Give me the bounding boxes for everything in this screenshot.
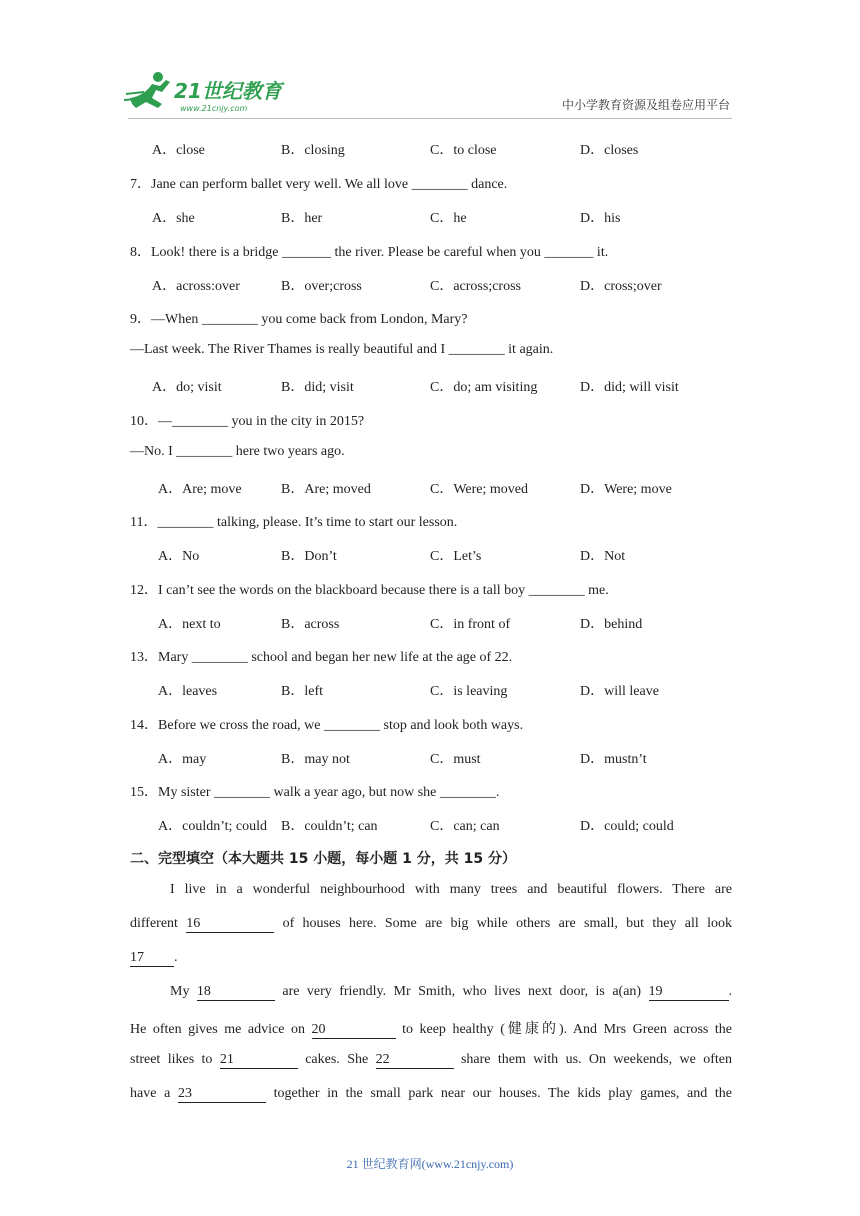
option-a[interactable]: A．close: [152, 143, 205, 158]
passage-text: are very friendly. Mr Smith, who lives next door, is a(an): [282, 984, 642, 999]
option-d[interactable]: D．behind: [580, 617, 643, 632]
question-stem: 12．I can’t see the words on the blackboard because there is a tall boy ________ me.: [130, 583, 609, 598]
option-a[interactable]: A．No: [158, 549, 200, 564]
passage-text: He often gives me advice on: [130, 1022, 305, 1037]
blank-18[interactable]: 18: [197, 984, 275, 1001]
option-a[interactable]: A．next to: [158, 617, 221, 632]
option-d[interactable]: D．his: [580, 211, 621, 226]
option-d[interactable]: D．Not: [580, 549, 626, 564]
option-b[interactable]: B．may not: [281, 752, 350, 767]
option-c[interactable]: C．to close: [430, 143, 497, 158]
option-c[interactable]: C．in front of: [430, 617, 511, 632]
option-c[interactable]: C．do; am visiting: [430, 380, 538, 395]
option-d[interactable]: D．did; will visit: [580, 380, 679, 395]
option-a[interactable]: A．may: [158, 752, 207, 767]
footer-site-text[interactable]: 21 世纪教育网(www.21cnjy.com): [346, 1157, 514, 1171]
header-divider: [128, 118, 732, 119]
blank-19[interactable]: 19: [649, 984, 729, 1001]
option-d[interactable]: D．closes: [580, 143, 639, 158]
blank-22[interactable]: 22: [376, 1052, 454, 1069]
passage-text: together in the small park near our houses. The kids play games, and the: [273, 1086, 733, 1101]
svg-text:21世纪教育: 21世纪教育: [174, 79, 282, 103]
option-d[interactable]: D．could; could: [580, 819, 674, 834]
option-d[interactable]: D．mustn’t: [580, 752, 647, 767]
blank-16[interactable]: 16: [186, 916, 274, 933]
option-a[interactable]: A．across:over: [152, 279, 240, 294]
passage-text: My: [170, 984, 190, 999]
passage-text: share them with us. On weekends, we often: [460, 1052, 732, 1067]
option-a[interactable]: A．Are; move: [158, 482, 242, 497]
option-c[interactable]: C．Let’s: [430, 549, 482, 564]
option-a[interactable]: A．leaves: [158, 684, 218, 699]
question-stem-reply: —No. I ________ here two years ago.: [130, 444, 345, 459]
passage-text: have a: [130, 1086, 171, 1101]
question-stem: 9．—When ________ you come back from London, Mary?: [130, 312, 468, 327]
option-b[interactable]: B．her: [281, 211, 323, 226]
option-c[interactable]: C．he: [430, 211, 467, 226]
question-stem-reply: —Last week. The River Thames is really beautiful and I ________ it again.: [130, 342, 554, 357]
option-a[interactable]: A．she: [152, 211, 195, 226]
passage-line: [130, 1086, 732, 1103]
option-a[interactable]: A．do; visit: [152, 380, 222, 395]
option-b[interactable]: B．Are; moved: [281, 482, 371, 497]
passage-line: [130, 1052, 732, 1069]
question-stem: 8．Look! there is a bridge _______ the river. Please be careful when you _______ it.: [130, 245, 609, 260]
passage-text: cakes. She: [305, 1052, 369, 1067]
passage-line: [130, 916, 732, 933]
site-logo: [122, 68, 292, 116]
option-b[interactable]: B．closing: [281, 143, 345, 158]
option-c[interactable]: C．across;cross: [430, 279, 521, 294]
blank-23[interactable]: 23: [178, 1086, 266, 1103]
question-stem: 11．________ talking, please. It’s time to start our lesson.: [130, 515, 458, 530]
blank-20[interactable]: 20: [312, 1022, 396, 1039]
passage-line: [130, 984, 732, 1001]
option-b[interactable]: B．left: [281, 684, 323, 699]
question-stem: 7．Jane can perform ballet very well. We all love ________ dance.: [130, 177, 508, 192]
header-platform-text: 中小学教育资源及组卷应用平台: [561, 98, 730, 112]
runner-logo-icon: [122, 68, 292, 116]
passage-text: street likes to: [130, 1052, 213, 1067]
option-c[interactable]: C．is leaving: [430, 684, 508, 699]
option-b[interactable]: B．over;cross: [281, 279, 362, 294]
option-c[interactable]: C．must: [430, 752, 481, 767]
option-b[interactable]: B．couldn’t; can: [281, 819, 378, 834]
section-title: 二、完型填空（本大题共 15 小题，每小题 1 分，共 15 分）: [130, 851, 516, 867]
question-stem: 13．Mary ________ school and began her new life at the age of 22.: [130, 650, 513, 665]
passage-text: of houses here. Some are big while others are small, but they all look: [282, 916, 732, 931]
passage-line: I live in a wonderful neighbourhood with many trees and beautiful flowers. There are: [170, 882, 732, 897]
option-a[interactable]: A．couldn’t; could: [158, 819, 268, 834]
passage-line: [130, 1018, 732, 1039]
passage-text: to keep healthy (健康的). And Mrs Green across the: [402, 1022, 733, 1037]
logo-url: www.21cnjy.com: [180, 104, 248, 113]
option-b[interactable]: B．Don’t: [281, 549, 337, 564]
period-text: .: [174, 950, 178, 965]
question-stem: 15．My sister ________ walk a year ago, but now she ________.: [130, 785, 500, 800]
question-stem: 10．—________ you in the city in 2015?: [130, 414, 365, 429]
option-d[interactable]: D．Were; move: [580, 482, 672, 497]
question-stem: 14．Before we cross the road, we ________ stop and look both ways.: [130, 718, 524, 733]
option-d[interactable]: D．will leave: [580, 684, 659, 699]
option-c[interactable]: C．Were; moved: [430, 482, 529, 497]
passage-line: [130, 950, 178, 967]
option-b[interactable]: B．across: [281, 617, 340, 632]
blank-21[interactable]: 21: [220, 1052, 298, 1069]
passage-text: different: [130, 916, 178, 931]
option-d[interactable]: D．cross;over: [580, 279, 662, 294]
period-text: .: [728, 984, 733, 999]
option-c[interactable]: C．can; can: [430, 819, 500, 834]
blank-17[interactable]: 17: [130, 950, 174, 967]
option-b[interactable]: B．did; visit: [281, 380, 354, 395]
